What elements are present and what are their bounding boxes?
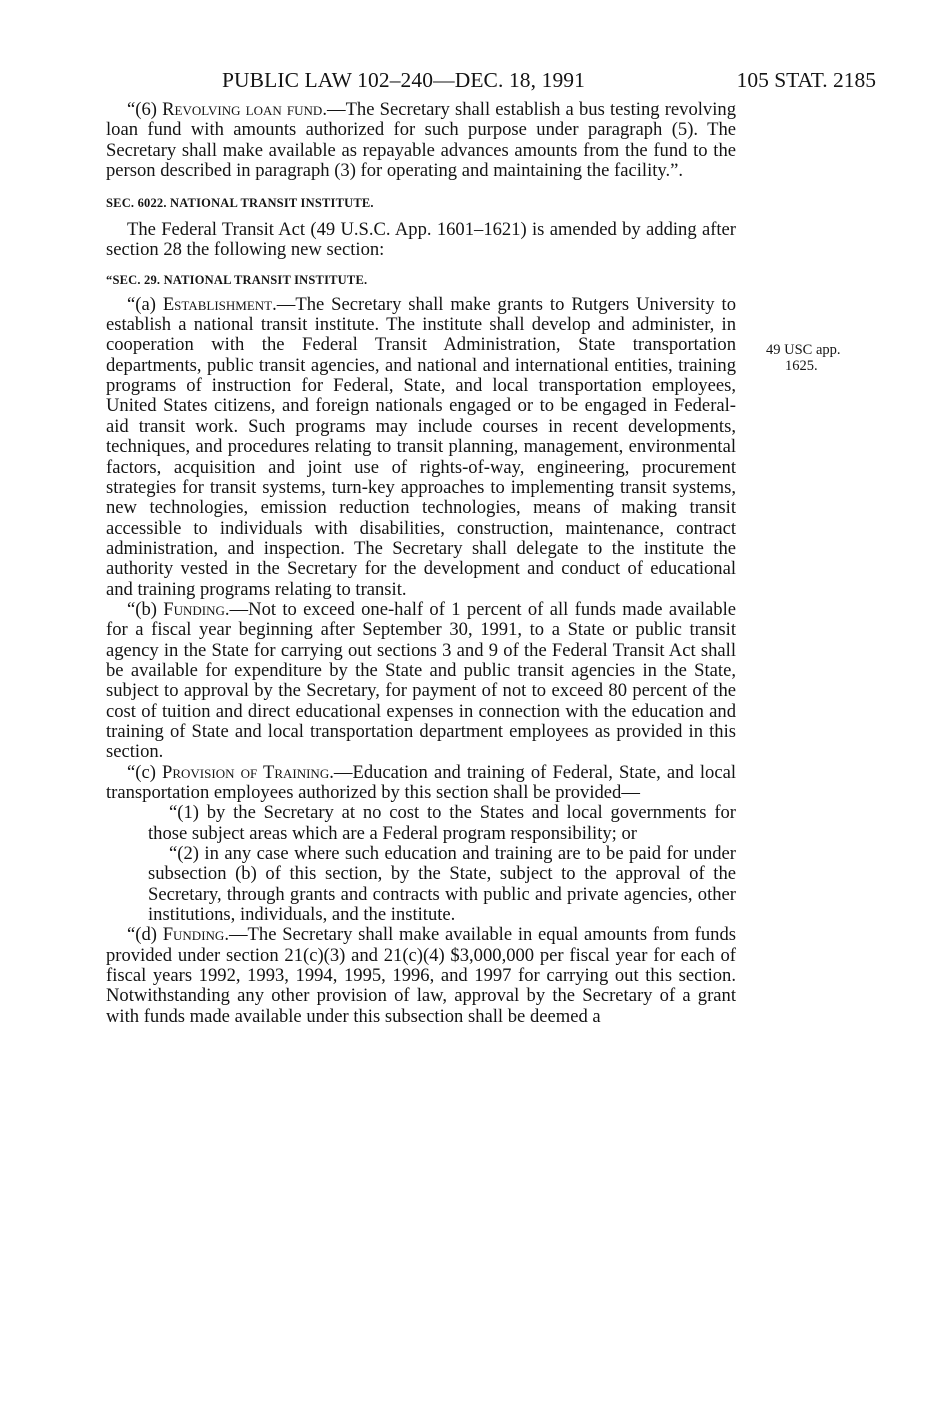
- margin-note-line1: 49 USC app.: [766, 342, 841, 358]
- subsection-c-open: “(c): [127, 761, 163, 783]
- section-6022-intro: The Federal Transit Act (49 U.S.C. App. 1601–1621) is amended by adding after section 28 the following new section:: [106, 218, 736, 261]
- subsection-c-item-2: “(2) in any case where such education and training are to be paid for under subsection (b) of this section, by the State, subject to the approval of the Secretary, through grants and contracts with public and private agencies, other institutions, individuals, and the institute.: [148, 843, 736, 926]
- subsection-b-heading: Funding: [163, 598, 225, 620]
- paragraph-heading: Revolving loan fund: [162, 99, 323, 120]
- subsection-c-item-1: “(1) by the Secretary at no cost to the States and local governments for those subject areas which are a Federal program responsibility; or: [148, 802, 736, 844]
- subsection-c: [106, 763, 736, 804]
- page-header: [222, 68, 876, 96]
- subsection-c-text: .—Education and training of Federal, State, and local transportation employees authorized by this section shall be provided—: [106, 761, 736, 803]
- subsection-b: [106, 600, 736, 763]
- subsection-d-heading: Funding: [162, 924, 225, 946]
- subsection-a-text: .—The Secretary shall make grants to Rutgers University to establish a national transit institute. The institute shall develop and administer, in cooperation with the Federal Transit Administration, State transportation departments, public transit agencies, and national and international entities, training programs of instruction for Federal, State, and local transportation employees, United States citizens, and foreign nationals engaged or to be engaged in Federal-aid transit work. Such programs may include courses in recent developments, techniques, and procedures relating to transit planning, management, environmental factors, acquisition and joint use of rights-of-way, engineering, procurement strategies for transit systems, turn-key approaches to implementing transit systems, new technologies, emission reduction technologies, means of making transit accessible to individuals with disabilities, construction, maintenance, contract administration, and inspection. The Secretary shall delegate to the institute the authority vested in the Secretary for the development and conduct of educational and training programs relating to transit.: [106, 293, 736, 600]
- paragraph-text: .—The Secretary shall establish a bus testing revolving loan fund with amounts authorized for such purpose under paragraph (5). The Secretary shall make available as repayable advances amounts from the fund to the person described in paragraph (3) for operating and maintaining the facility.”.: [106, 99, 736, 182]
- subsection-a-heading: Establishment: [162, 293, 273, 315]
- paragraph-open: “(6): [127, 99, 163, 120]
- subsection-c-heading: Provision of Training: [162, 761, 330, 783]
- section-29-heading: “SEC. 29. NATIONAL TRANSIT INSTITUTE.: [106, 273, 368, 288]
- subsection-b-text: .—Not to exceed one-half of 1 percent of all funds made available for a fiscal year beginning after September 30, 1991, to a State or public transit agency in the State for carrying out sections 3 and 9 of the Federal Transit Act shall be available for expenditure by the State and public transit agencies in the State, subject to approval by the Secretary, for payment of not to exceed 80 percent of the cost of tuition and direct educational expenses in connection with the education and training of State and local transportation department employees as provided in this section.: [106, 598, 736, 763]
- subsection-a: [106, 295, 736, 600]
- section-6022-heading: SEC. 6022. NATIONAL TRANSIT INSTITUTE.: [106, 196, 374, 211]
- paragraph-revolving-loan-fund: [106, 100, 736, 181]
- subsection-d: [106, 925, 736, 1027]
- margin-note: [766, 342, 886, 374]
- subsection-a-open: “(a): [127, 293, 163, 315]
- public-law-citation: PUBLIC LAW 102–240—DEC. 18, 1991: [222, 68, 585, 92]
- main-text: [106, 100, 736, 1027]
- statute-page-number: 105 STAT. 2185: [736, 68, 876, 92]
- subsection-d-text: .—The Secretary shall make available in equal amounts from funds provided under section 21(c)(3) and 21(c)(4) $3,000,000 per fiscal year for each of fiscal years 1992, 1993, 1994, 1995, 1996, and 1997 for carrying out this section. Notwithstanding any other provision of law, approval by the Secretary of a grant with funds made available under this subsection shall be deemed a: [106, 924, 736, 1027]
- margin-note-line2: 1625.: [785, 358, 818, 374]
- subsection-d-open: “(d): [127, 924, 163, 946]
- subsection-b-open: “(b): [127, 598, 164, 620]
